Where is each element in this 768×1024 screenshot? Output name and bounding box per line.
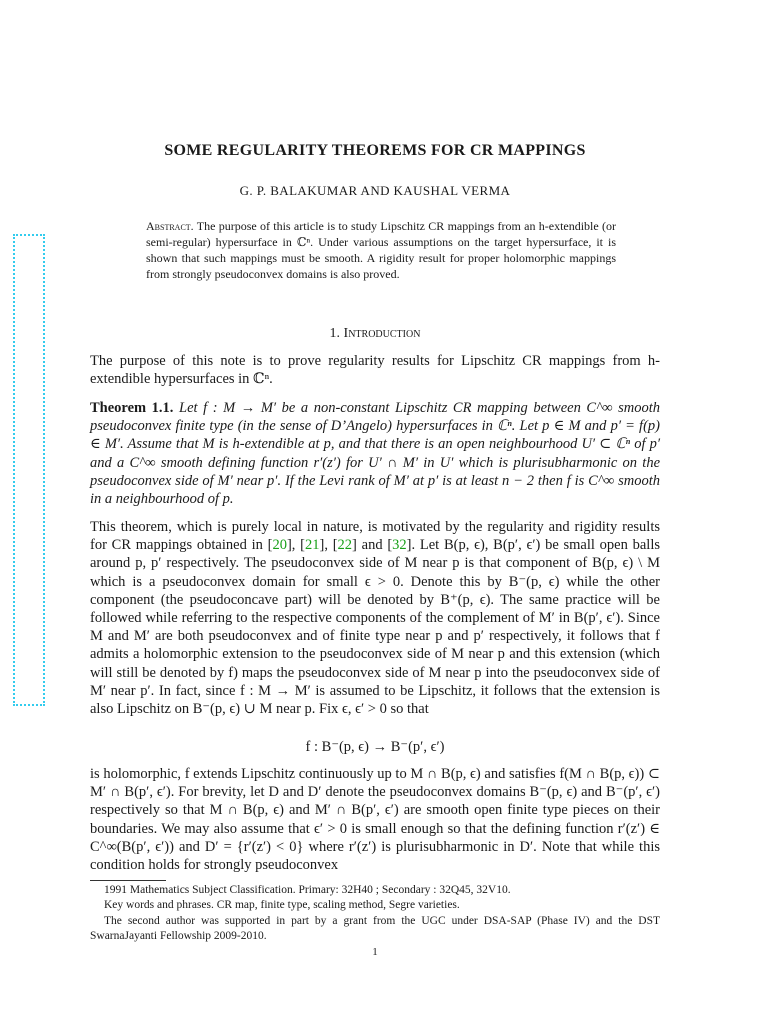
arxiv-stamp-box [13,234,45,706]
citation-link[interactable]: 22 [337,537,353,554]
section-heading-introduction: 1. Introduction [329,326,421,341]
theorem-label: Theorem 1.1. [90,400,174,416]
abstract-text: The purpose of this article is to study Lipschitz CR mappings from an h-extendible (or semi-regular) hypersurface in ℂⁿ. Under various assumptions on the target hypersurface, it is shown that such mappings must be smooth. A rigidity result for proper holomorphic mappings from strongly pseudoconvex domains is also proved. [146,219,616,281]
paragraph-motivation-part1: This theorem, which is purely local in nature, is motivated by the regularity and rigidity results for CR mappings obtained in [90,519,660,554]
paragraph-motivation: This theorem, which is purely local in nature, is motivated by the regularity and rigidity results for CR mappings obtained in [20], [21], [22] and [32]. Let B(p, ϵ), B(p′, ϵ′) be small open balls around p, p′ respectively. The pseudoconvex side of M near p is that component of B(p, ϵ) \ M which is a pseudoconvex domain for small ϵ > 0. Denote this by B⁻(p, ϵ) while the other component (the pseudoconcave part) will be denoted by B⁺(p, ϵ). The same practice will be followed while referring to the respective components of the complement of M′ in B(p′, ϵ′). Since M and M′ are both pseudoconvex and of finite type near p and p′ respectively, it follows that f admits a holomorphic extension to the pseudoconvex side of M near p and this extension (which will still be denoted by f) maps the pseudoconvex side of M near p into the pseudoconvex side of M′ near p′. In fact, since f : M → M′ is assumed to be Lipschitz, it follows that the extension is also Lipschitz on B⁻(p, ϵ) ∪ M near p. Fix ϵ, ϵ′ > 0 so that [90,519,661,718]
abstract [146,218,616,282]
footnote-msc: 1991 Mathematics Subject Classification. Primary: 32H40 ; Secondary : 32Q45, 32V10. [104,884,511,896]
theorem-1-1 [90,399,660,508]
footnote-keywords: Key words and phrases. CR map, finite type, scaling method, Segre varieties. [104,899,460,912]
paper-authors: G. P. BALAKUMAR AND KAUSHAL VERMA [239,183,511,198]
footnote-support: The second author was supported in part by a grant from the UGC under DSA-SAP (Phase IV) and the DST SwarnaJayanti Fellowship 2009-2010. [90,914,660,942]
abstract-label: Abstract. [146,219,194,233]
paragraph-motivation-part2: Let B(p, ϵ), B(p′, ϵ′) be small open balls around p, p′ respectively. The pseudoconvex side of M near p is that component of B(p, ϵ) \ M which is a pseudoconvex domain for small ϵ > 0. Denote this by B⁻(p, ϵ) while the other component (the pseudoconcave part) will be denoted by B⁺(p, ϵ). The same practice will be followed while referring to the respective components of the complement of M′ in B(p′, ϵ′). Since M and M′ are both pseudoconvex and of finite type near p and p′ respectively, it follows that f admits a holomorphic extension to the pseudoconvex side of M near p and this extension (which will still be denoted by f) maps the pseudoconvex side of M near p into the pseudoconvex side of M′ near p′. In fact, since f : M → M′ is assumed to be Lipschitz, it follows that the extension is also Lipschitz on B⁻(p, ϵ) ∪ M near p. Fix ϵ, ϵ′ > 0 so that [90,537,661,718]
citation-link[interactable]: 20 [272,537,287,554]
citation-link[interactable]: 32 [392,537,407,554]
citation-link[interactable]: 21 [305,537,320,554]
paper-title: SOME REGULARITY THEOREMS FOR CR MAPPINGS [164,142,586,159]
display-equation: f : B⁻(p, ϵ) → B⁻(p′, ϵ′) [305,739,445,755]
footnote-rule [90,880,166,881]
theorem-statement: Let f : M → M′ be a non-constant Lipschitz CR mapping between C^∞ smooth pseudoconvex finite type (in the sense of D’Angelo) hypersurfaces in ℂⁿ. Let p ∈ M and p′ = f(p) ∈ M′. Assume that M is h-extendible at p, and that there is an open neighbourhood U′ ⊂ ℂⁿ of p′ and a C^∞ smooth defining function r′(z′) for U′ ∩ M′ in U′ which is plurisubharmonic on the pseudoconvex side of M′ near p′. If the Levi rank of M′ at p′ is at least n − 2 then f is C^∞ smooth in a neighbourhood of p. [90,400,660,508]
footnotes [90,883,660,944]
page-number: 1 [372,946,378,958]
intro-paragraph: The purpose of this note is to prove regularity results for Lipschitz CR mappings from h-extendible hypersurfaces in ℂⁿ. [90,353,660,388]
paragraph-holomorphic: is holomorphic, f extends Lipschitz continuously up to M ∩ B(p, ϵ) and satisfies f(M ∩ B(p, ϵ)) ⊂ M′ ∩ B(p′, ϵ′). For brevity, let D and D′ denote the pseudoconvex domains B⁻(p, ϵ) and B⁻(p′, ϵ′) respectively so that M ∩ B(p, ϵ) and M′ ∩ B(p′, ϵ′) are smooth open finite type pieces on their boundaries. We may also assume that ϵ′ > 0 is small enough so that the defining function r′(z′) ∈ C^∞(B(p′, ϵ′)) and D′ = {r′(z′) < 0} where r′(z′) is plurisubharmonic in D′. Note that while this condition holds for strongly pseudoconvex [90,766,660,874]
